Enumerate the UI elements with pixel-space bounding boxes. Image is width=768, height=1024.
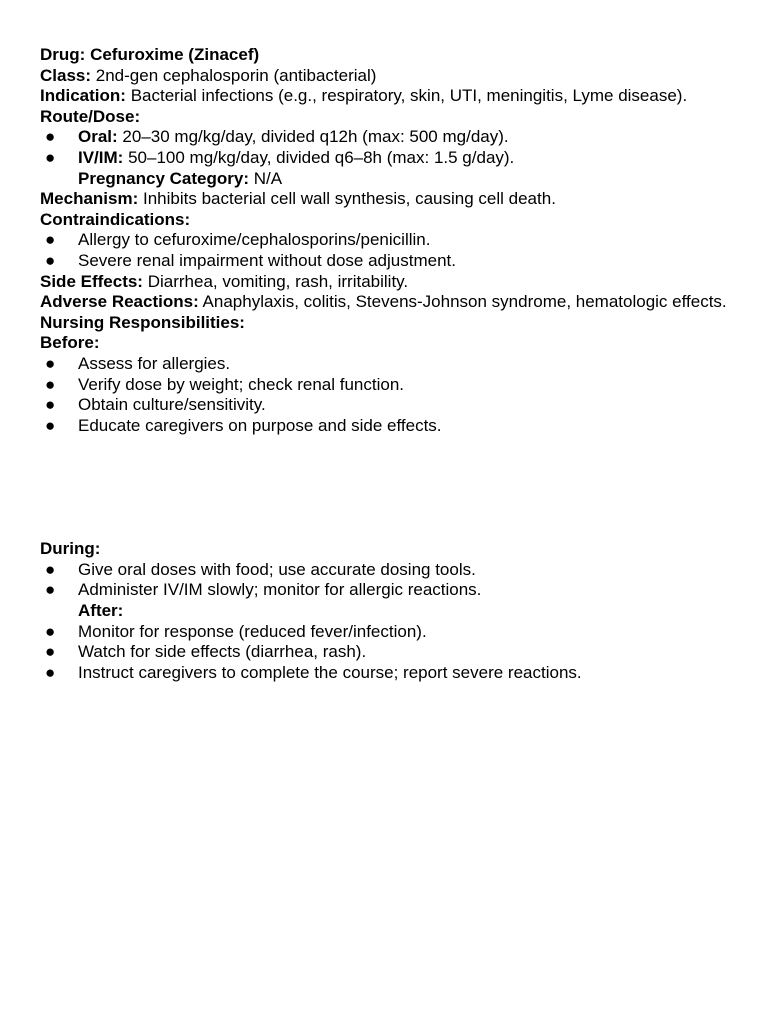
bullet-icon: ● <box>45 621 56 641</box>
item-text: Administer IV/IM slowly; monitor for allergic reactions. <box>78 580 482 600</box>
route-dose-heading: Route/Dose: <box>40 106 141 126</box>
before-item <box>40 395 730 416</box>
class-label: Class: <box>40 65 92 85</box>
mechanism-label: Mechanism: <box>40 189 139 209</box>
item-text: Assess for allergies. <box>78 353 231 373</box>
class-line <box>40 66 730 87</box>
item-text: Watch for side effects (diarrhea, rash). <box>78 642 367 662</box>
route-dose-item <box>40 148 730 169</box>
route-dose-item <box>40 127 730 148</box>
before-item <box>40 416 730 437</box>
bullet-icon: ● <box>45 353 56 373</box>
drug-card <box>40 45 730 683</box>
mechanism-line <box>40 189 730 210</box>
before-item <box>40 354 730 375</box>
bullet-icon: ● <box>45 127 56 147</box>
blank-space <box>40 436 730 539</box>
indication-label: Indication: <box>40 86 126 106</box>
route-value: 20–30 mg/kg/day, divided q12h (max: 500 mg/day). <box>122 127 509 147</box>
bullet-icon: ● <box>45 662 56 682</box>
bullet-icon: ● <box>45 580 56 600</box>
bullet-icon: ● <box>45 415 56 435</box>
bullet-icon: ● <box>45 230 56 250</box>
item-text: Verify dose by weight; check renal function. <box>78 374 405 394</box>
before-item <box>40 375 730 396</box>
route-value: 50–100 mg/kg/day, divided q6–8h (max: 1.5 g/day). <box>128 147 515 167</box>
adverse-reactions-line <box>40 292 730 313</box>
after-heading: After: <box>78 601 124 621</box>
adverse-reactions-value: Anaphylaxis, colitis, Stevens-Johnson syndrome, hematologic effects. <box>202 292 727 312</box>
pregnancy-line <box>40 169 730 190</box>
side-effects-label: Side Effects: <box>40 271 143 291</box>
route-label: Oral: <box>78 127 118 147</box>
during-heading: During: <box>40 539 101 559</box>
contraindications-heading: Contraindications: <box>40 209 191 229</box>
item-text: Monitor for response (reduced fever/infection). <box>78 621 427 641</box>
contraindication-item <box>40 230 730 251</box>
during-item <box>40 560 730 581</box>
bullet-icon: ● <box>45 642 56 662</box>
contraindication-item <box>40 251 730 272</box>
after-item <box>40 663 730 684</box>
mechanism-value: Inhibits bacterial cell wall synthesis, causing cell death. <box>142 189 556 209</box>
nursing-heading: Nursing Responsibilities: <box>40 312 245 332</box>
bullet-icon: ● <box>45 147 56 167</box>
after-item <box>40 642 730 663</box>
adverse-reactions-label: Adverse Reactions: <box>40 292 199 312</box>
drug-name: Cefuroxime (Zinacef) <box>90 45 260 64</box>
bullet-icon: ● <box>45 374 56 394</box>
after-item <box>40 622 730 643</box>
before-heading: Before: <box>40 333 100 353</box>
class-value: 2nd-gen cephalosporin (antibacterial) <box>95 65 377 85</box>
item-text: Instruct caregivers to complete the course; report severe reactions. <box>78 662 582 682</box>
drug-label: Drug: <box>40 45 86 64</box>
pregnancy-label: Pregnancy Category: <box>78 168 249 188</box>
bullet-icon: ● <box>45 559 56 579</box>
item-text: Educate caregivers on purpose and side effects. <box>78 415 442 435</box>
side-effects-line <box>40 272 730 293</box>
bullet-icon: ● <box>45 250 56 270</box>
item-text: Give oral doses with food; use accurate dosing tools. <box>78 559 476 579</box>
item-text: Allergy to cefuroxime/cephalosporins/penicillin. <box>78 230 431 250</box>
indication-line <box>40 86 730 107</box>
pregnancy-value: N/A <box>253 168 283 188</box>
item-text: Severe renal impairment without dose adjustment. <box>78 250 456 270</box>
side-effects-value: Diarrhea, vomiting, rash, irritability. <box>147 271 409 291</box>
indication-value: Bacterial infections (e.g., respiratory, skin, UTI, meningitis, Lyme disease). <box>130 86 688 106</box>
during-item <box>40 580 730 601</box>
drug-line <box>40 45 730 66</box>
bullet-icon: ● <box>45 395 56 415</box>
item-text: Obtain culture/sensitivity. <box>78 395 266 415</box>
route-label: IV/IM: <box>78 147 124 167</box>
